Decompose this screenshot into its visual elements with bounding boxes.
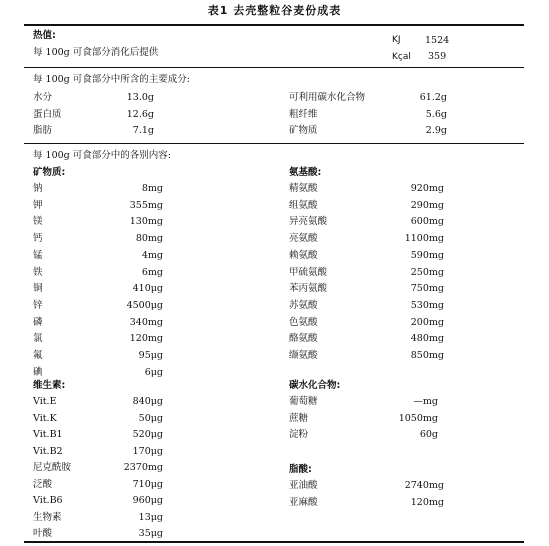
item-name: 尼克酰胺: [33, 462, 72, 473]
item-name: 钾: [33, 199, 43, 211]
item-name: 异亮氨酸: [289, 216, 328, 228]
item-value: 4mg: [141, 249, 163, 261]
item-name: Vit.E: [33, 396, 57, 407]
item-value: 13μg: [138, 511, 163, 523]
fatty-acids-heading: 脂酸:: [289, 464, 312, 475]
divider-rule-main: [24, 143, 524, 144]
table-title: 表1 去壳整粒谷麦份成表: [207, 4, 342, 17]
amino-acids-heading: 氨基酸:: [289, 167, 322, 178]
item-name: 精氨酸: [289, 183, 318, 194]
item-name: 碘: [33, 366, 43, 378]
vitamins-heading: 维生素:: [33, 380, 66, 391]
item-name: 铜: [33, 283, 43, 295]
item-value: 600mg: [410, 216, 444, 228]
item-name: Vit.B2: [33, 445, 63, 457]
item-value: 250mg: [410, 266, 444, 278]
item-value: 60g: [419, 429, 438, 440]
item-value: 340mg: [129, 316, 163, 328]
item-name: 叶酸: [33, 528, 53, 539]
item-value: 80mg: [135, 233, 163, 245]
item-value: 8mg: [141, 183, 163, 194]
item-value: 2.9g: [425, 125, 447, 136]
item-name: 脂肪: [33, 125, 53, 136]
bottom-rule: [24, 541, 524, 543]
item-value: 13.0g: [126, 92, 154, 103]
item-value: 4500μg: [126, 299, 163, 311]
item-value: 840μg: [132, 396, 163, 407]
item-value: 1050mg: [398, 412, 438, 424]
item-name: 蔗糖: [289, 412, 309, 424]
minerals-heading: 矿物质:: [33, 167, 66, 178]
carbohydrates-heading: 碳水化合物:: [289, 380, 341, 391]
item-value: 6mg: [141, 266, 163, 278]
item-value: 520μg: [132, 429, 163, 440]
item-value: 7.1g: [132, 125, 154, 136]
item-name: Vit.B6: [33, 495, 63, 506]
item-value: 290mg: [410, 199, 444, 211]
item-name: 磷: [33, 316, 43, 328]
item-name: 组氨酸: [289, 199, 318, 211]
item-name: 缬氨酸: [289, 350, 318, 361]
kj-label: KJ: [392, 35, 401, 45]
item-value: 12.6g: [126, 108, 154, 120]
item-name: 色氨酸: [289, 316, 318, 328]
item-name: 氟: [33, 350, 43, 361]
item-value: 480mg: [410, 333, 444, 345]
item-value: 920mg: [410, 183, 444, 194]
item-name: Vit.K: [33, 412, 57, 424]
item-name: 生物素: [33, 511, 62, 523]
item-name: 苏氨酸: [289, 299, 318, 311]
item-value: 530mg: [410, 299, 444, 311]
item-value: 50μg: [138, 412, 163, 424]
item-name: 镁: [33, 216, 43, 228]
item-name: 蛋白质: [33, 108, 62, 120]
item-value: 2740mg: [404, 480, 444, 491]
item-name: 氯: [33, 333, 43, 345]
item-value: 710μg: [132, 478, 163, 490]
item-value: 95μg: [138, 350, 163, 361]
item-value: 120mg: [410, 496, 444, 508]
item-value: 5.6g: [425, 108, 447, 120]
item-name: 亚油酸: [289, 480, 318, 491]
energy-heading: 热值:: [33, 30, 56, 41]
item-value: 130mg: [129, 216, 163, 228]
item-name: 苯丙氨酸: [289, 283, 328, 295]
top-rule: [24, 24, 524, 26]
kj-value: 1524: [425, 35, 450, 46]
detail-heading: 每 100g 可食部分中的各别内容:: [33, 150, 171, 161]
item-name: 甲硫氨酸: [289, 266, 328, 278]
divider-rule-energy: [24, 67, 524, 68]
item-name: 亮氨酸: [289, 233, 318, 245]
item-name: 矿物质: [289, 125, 318, 136]
item-name: 泛酸: [33, 478, 53, 490]
item-value: 6μg: [144, 366, 163, 378]
main-composition-heading: 每 100g 可食部分中所含的主要成分:: [33, 74, 190, 85]
item-name: 亚麻酸: [289, 496, 318, 508]
item-value: 410μg: [132, 283, 163, 295]
item-name: Vit.B1: [33, 429, 63, 440]
item-name: 粗纤维: [289, 108, 318, 120]
item-name: 淀粉: [289, 429, 309, 440]
item-value: 590mg: [410, 249, 444, 261]
item-value: 2370mg: [123, 462, 163, 473]
item-name: 钠: [33, 183, 43, 194]
item-name: 钙: [33, 233, 43, 245]
item-value: 355mg: [129, 199, 163, 211]
item-name: 葡萄糖: [289, 396, 318, 407]
item-value: 120mg: [129, 333, 163, 345]
item-value: 200mg: [410, 316, 444, 328]
item-name: 水分: [33, 92, 53, 103]
item-name: 酪氨酸: [289, 333, 318, 345]
energy-subheading: 每 100g 可食部分消化后提供: [33, 47, 159, 58]
item-value: 170μg: [132, 445, 163, 457]
item-name: 锰: [33, 249, 43, 261]
item-name: 赖氨酸: [289, 249, 318, 261]
kcal-label: Kçal: [392, 52, 411, 62]
kcal-value: 359: [428, 51, 447, 62]
item-value: 61.2g: [419, 92, 447, 103]
item-value: 1100mg: [404, 233, 444, 245]
item-name: 可利用碳水化合物: [289, 92, 366, 103]
item-name: 铁: [33, 266, 43, 278]
item-value: 960μg: [132, 495, 163, 506]
item-value: 850mg: [410, 350, 444, 361]
item-name: 锌: [33, 299, 43, 311]
item-value: 750mg: [410, 283, 444, 295]
item-value: 35μg: [138, 528, 163, 539]
item-value: —mg: [413, 396, 438, 407]
